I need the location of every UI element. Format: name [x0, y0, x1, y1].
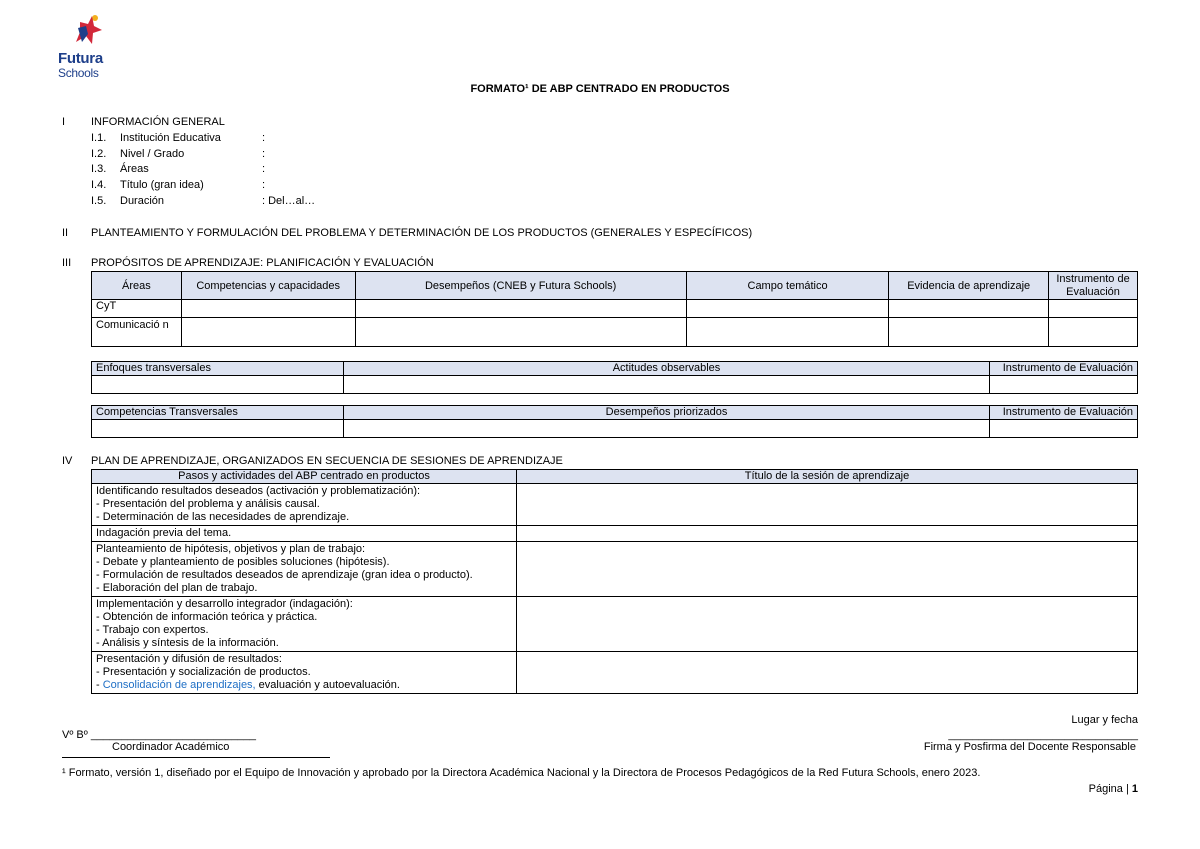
empty-cell[interactable] [1049, 318, 1138, 347]
session-title-cell[interactable] [517, 484, 1138, 526]
empty-cell[interactable] [181, 300, 355, 318]
empty-cell[interactable] [1049, 300, 1138, 318]
general-item-number: I.4. [91, 179, 107, 191]
header-campo: Campo temático [686, 272, 889, 300]
empty-cell[interactable] [686, 318, 889, 347]
step-item: - Presentación y socialización de productos. [96, 666, 512, 679]
header-pasos: Pasos y actividades del ABP centrado en productos [92, 470, 517, 484]
page-num: 1 [1131, 783, 1138, 795]
session-title-cell[interactable] [517, 542, 1138, 597]
table-header-row [92, 362, 1138, 376]
step-title: Identificando resultados deseados (activación y problematización): [96, 485, 421, 497]
signature-line: _______________________________ [948, 729, 1138, 741]
section-4-number: IV [62, 455, 73, 467]
empty-cell[interactable] [889, 300, 1049, 318]
step-item-rest: evaluación y autoevaluación. [255, 679, 400, 691]
plan-table [91, 469, 1138, 694]
table-row [92, 420, 1138, 438]
star-person-icon [58, 12, 118, 52]
empty-cell[interactable] [92, 376, 344, 394]
section-4 [0, 455, 1200, 469]
section-2-label: PLANTEAMIENTO Y FORMULACIÓN DEL PROBLEMA Y DETERMINACIÓN DE LOS PRODUCTOS (GENERALES Y ESPECÍFICOS) [91, 227, 753, 239]
header-instrumento: Instrumento de Evaluación [990, 406, 1138, 420]
general-item [91, 163, 265, 175]
general-item-value: : Del…al… [262, 195, 316, 207]
header-instrumento: Instrumento de Evaluación [990, 362, 1138, 376]
general-item-label: Nivel / Grado [120, 148, 185, 160]
vb-line: Vº Bº ___________________________ [62, 729, 256, 741]
coordinator-label: Coordinador Académico [112, 741, 230, 753]
step-cell [92, 542, 517, 597]
footnote: ¹ Formato, versión 1, diseñado por el Equipo de Innovación y aprobado por la Directora Académica Nacional y la Directora de Procesos Pedagógicos de la Red Futura Schools, enero 2023. [62, 767, 981, 779]
table-header-row [92, 470, 1138, 484]
empty-cell[interactable] [344, 376, 990, 394]
header-competencias: Competencias y capacidades [181, 272, 355, 300]
step-item: - Presentación del problema y análisis causal. [96, 498, 512, 511]
session-title-cell[interactable] [517, 652, 1138, 694]
general-item-number: I.1. [91, 132, 107, 144]
step-title: Presentación y difusión de resultados: [96, 653, 282, 665]
header-areas: Áreas [92, 272, 182, 300]
header-enfoques: Enfoques transversales [92, 362, 344, 376]
document-title: FORMATO¹ DE ABP CENTRADO EN PRODUCTOS [470, 83, 730, 95]
section-4-label: PLAN DE APRENDIZAJE, ORGANIZADOS EN SECUENCIA DE SESIONES DE APRENDIZAJE [91, 455, 563, 467]
step-item: - Trabajo con expertos. [96, 624, 512, 637]
table-row [92, 484, 1138, 526]
table-row [92, 652, 1138, 694]
general-item [91, 132, 265, 144]
table-row [92, 526, 1138, 542]
step-cell [92, 597, 517, 652]
session-title-cell[interactable] [517, 526, 1138, 542]
table-row [92, 376, 1138, 394]
section-2-number: II [62, 227, 69, 239]
section-3-number: III [62, 257, 72, 269]
empty-cell[interactable] [355, 300, 686, 318]
logo-line1: Futura [58, 50, 103, 67]
general-item-label: Título (gran idea) [120, 179, 204, 191]
header-actitudes: Actitudes observables [344, 362, 990, 376]
header-desempenos-priorizados: Desempeños priorizados [344, 406, 990, 420]
step-title: Planteamiento de hipótesis, objetivos y plan de trabajo: [96, 543, 366, 555]
header-desempenos: Desempeños (CNEB y Futura Schools) [355, 272, 686, 300]
empty-cell[interactable] [889, 318, 1049, 347]
futura-schools-logo [58, 12, 120, 80]
general-item-value: : [262, 179, 266, 191]
empty-cell[interactable] [355, 318, 686, 347]
page-number [1089, 783, 1138, 795]
step-item: - Obtención de información teórica y práctica. [96, 611, 512, 624]
header-instrumento: Instrumento de Evaluación [1049, 272, 1138, 300]
step-item [96, 679, 512, 692]
step-cell [92, 652, 517, 694]
step-item: - Debate y planteamiento de posibles soluciones (hipótesis). [96, 556, 512, 569]
page-label: Página | [1088, 783, 1129, 795]
general-item [91, 195, 315, 207]
header-competencias-transversales: Competencias Transversales [92, 406, 344, 420]
table-row [92, 542, 1138, 597]
step-title: Implementación y desarrollo integrador (indagación): [96, 598, 353, 610]
consolidacion-link[interactable]: Consolidación de aprendizajes, [102, 679, 256, 691]
signature-label: Firma y Posfirma del Docente Responsable [923, 741, 1136, 753]
step-cell [92, 526, 517, 542]
area-cell: Comunicació n [92, 318, 182, 347]
general-item-value: : [262, 163, 266, 175]
section-2 [0, 227, 1200, 241]
empty-cell[interactable] [990, 376, 1138, 394]
general-item-label: Duración [120, 195, 165, 207]
general-item-number: I.5. [91, 195, 107, 207]
step-title: Indagación previa del tema. [96, 527, 232, 539]
general-item-value: : [262, 132, 266, 144]
general-item-value: : [262, 148, 266, 160]
general-item-number: I.3. [91, 163, 107, 175]
general-item-label: Áreas [120, 163, 149, 175]
empty-cell[interactable] [344, 420, 990, 438]
section-1-number: I [62, 116, 66, 128]
empty-cell[interactable] [686, 300, 889, 318]
table-row [92, 597, 1138, 652]
section-3-label: PROPÓSITOS DE APRENDIZAJE: PLANIFICACIÓN Y EVALUACIÓN [91, 257, 434, 269]
footnote-divider [62, 757, 330, 758]
general-item [91, 148, 265, 160]
section-1 [0, 116, 1200, 130]
step-item: - Determinación de las necesidades de aprendizaje. [96, 511, 512, 524]
place-date-label: Lugar y fecha [1071, 714, 1138, 726]
empty-cell[interactable] [92, 420, 344, 438]
table-row [92, 318, 1138, 347]
section-1-label: INFORMACIÓN GENERAL [91, 116, 225, 128]
purposes-table [91, 271, 1138, 347]
general-item [91, 179, 265, 191]
table-header-row [92, 406, 1138, 420]
table-row [92, 300, 1138, 318]
empty-cell[interactable] [990, 420, 1138, 438]
step-cell [92, 484, 517, 526]
general-item-number: I.2. [91, 148, 107, 160]
header-evidencia: Evidencia de aprendizaje [889, 272, 1049, 300]
session-title-cell[interactable] [517, 597, 1138, 652]
logo-line2: Schools [58, 66, 99, 80]
general-item-label: Institución Educativa [120, 132, 221, 144]
transversal-table [91, 361, 1138, 394]
area-cell: CyT [92, 300, 182, 318]
section-3 [0, 257, 1200, 271]
step-item: - Elaboración del plan de trabajo. [96, 582, 512, 595]
empty-cell[interactable] [181, 318, 355, 347]
table-header-row [92, 272, 1138, 300]
step-item: - Formulación de resultados deseados de aprendizaje (gran idea o producto). [96, 569, 512, 582]
step-item: - Análisis y síntesis de la información. [96, 637, 512, 650]
competencias-table [91, 405, 1138, 438]
header-titulo-sesion: Título de la sesión de aprendizaje [517, 470, 1138, 484]
